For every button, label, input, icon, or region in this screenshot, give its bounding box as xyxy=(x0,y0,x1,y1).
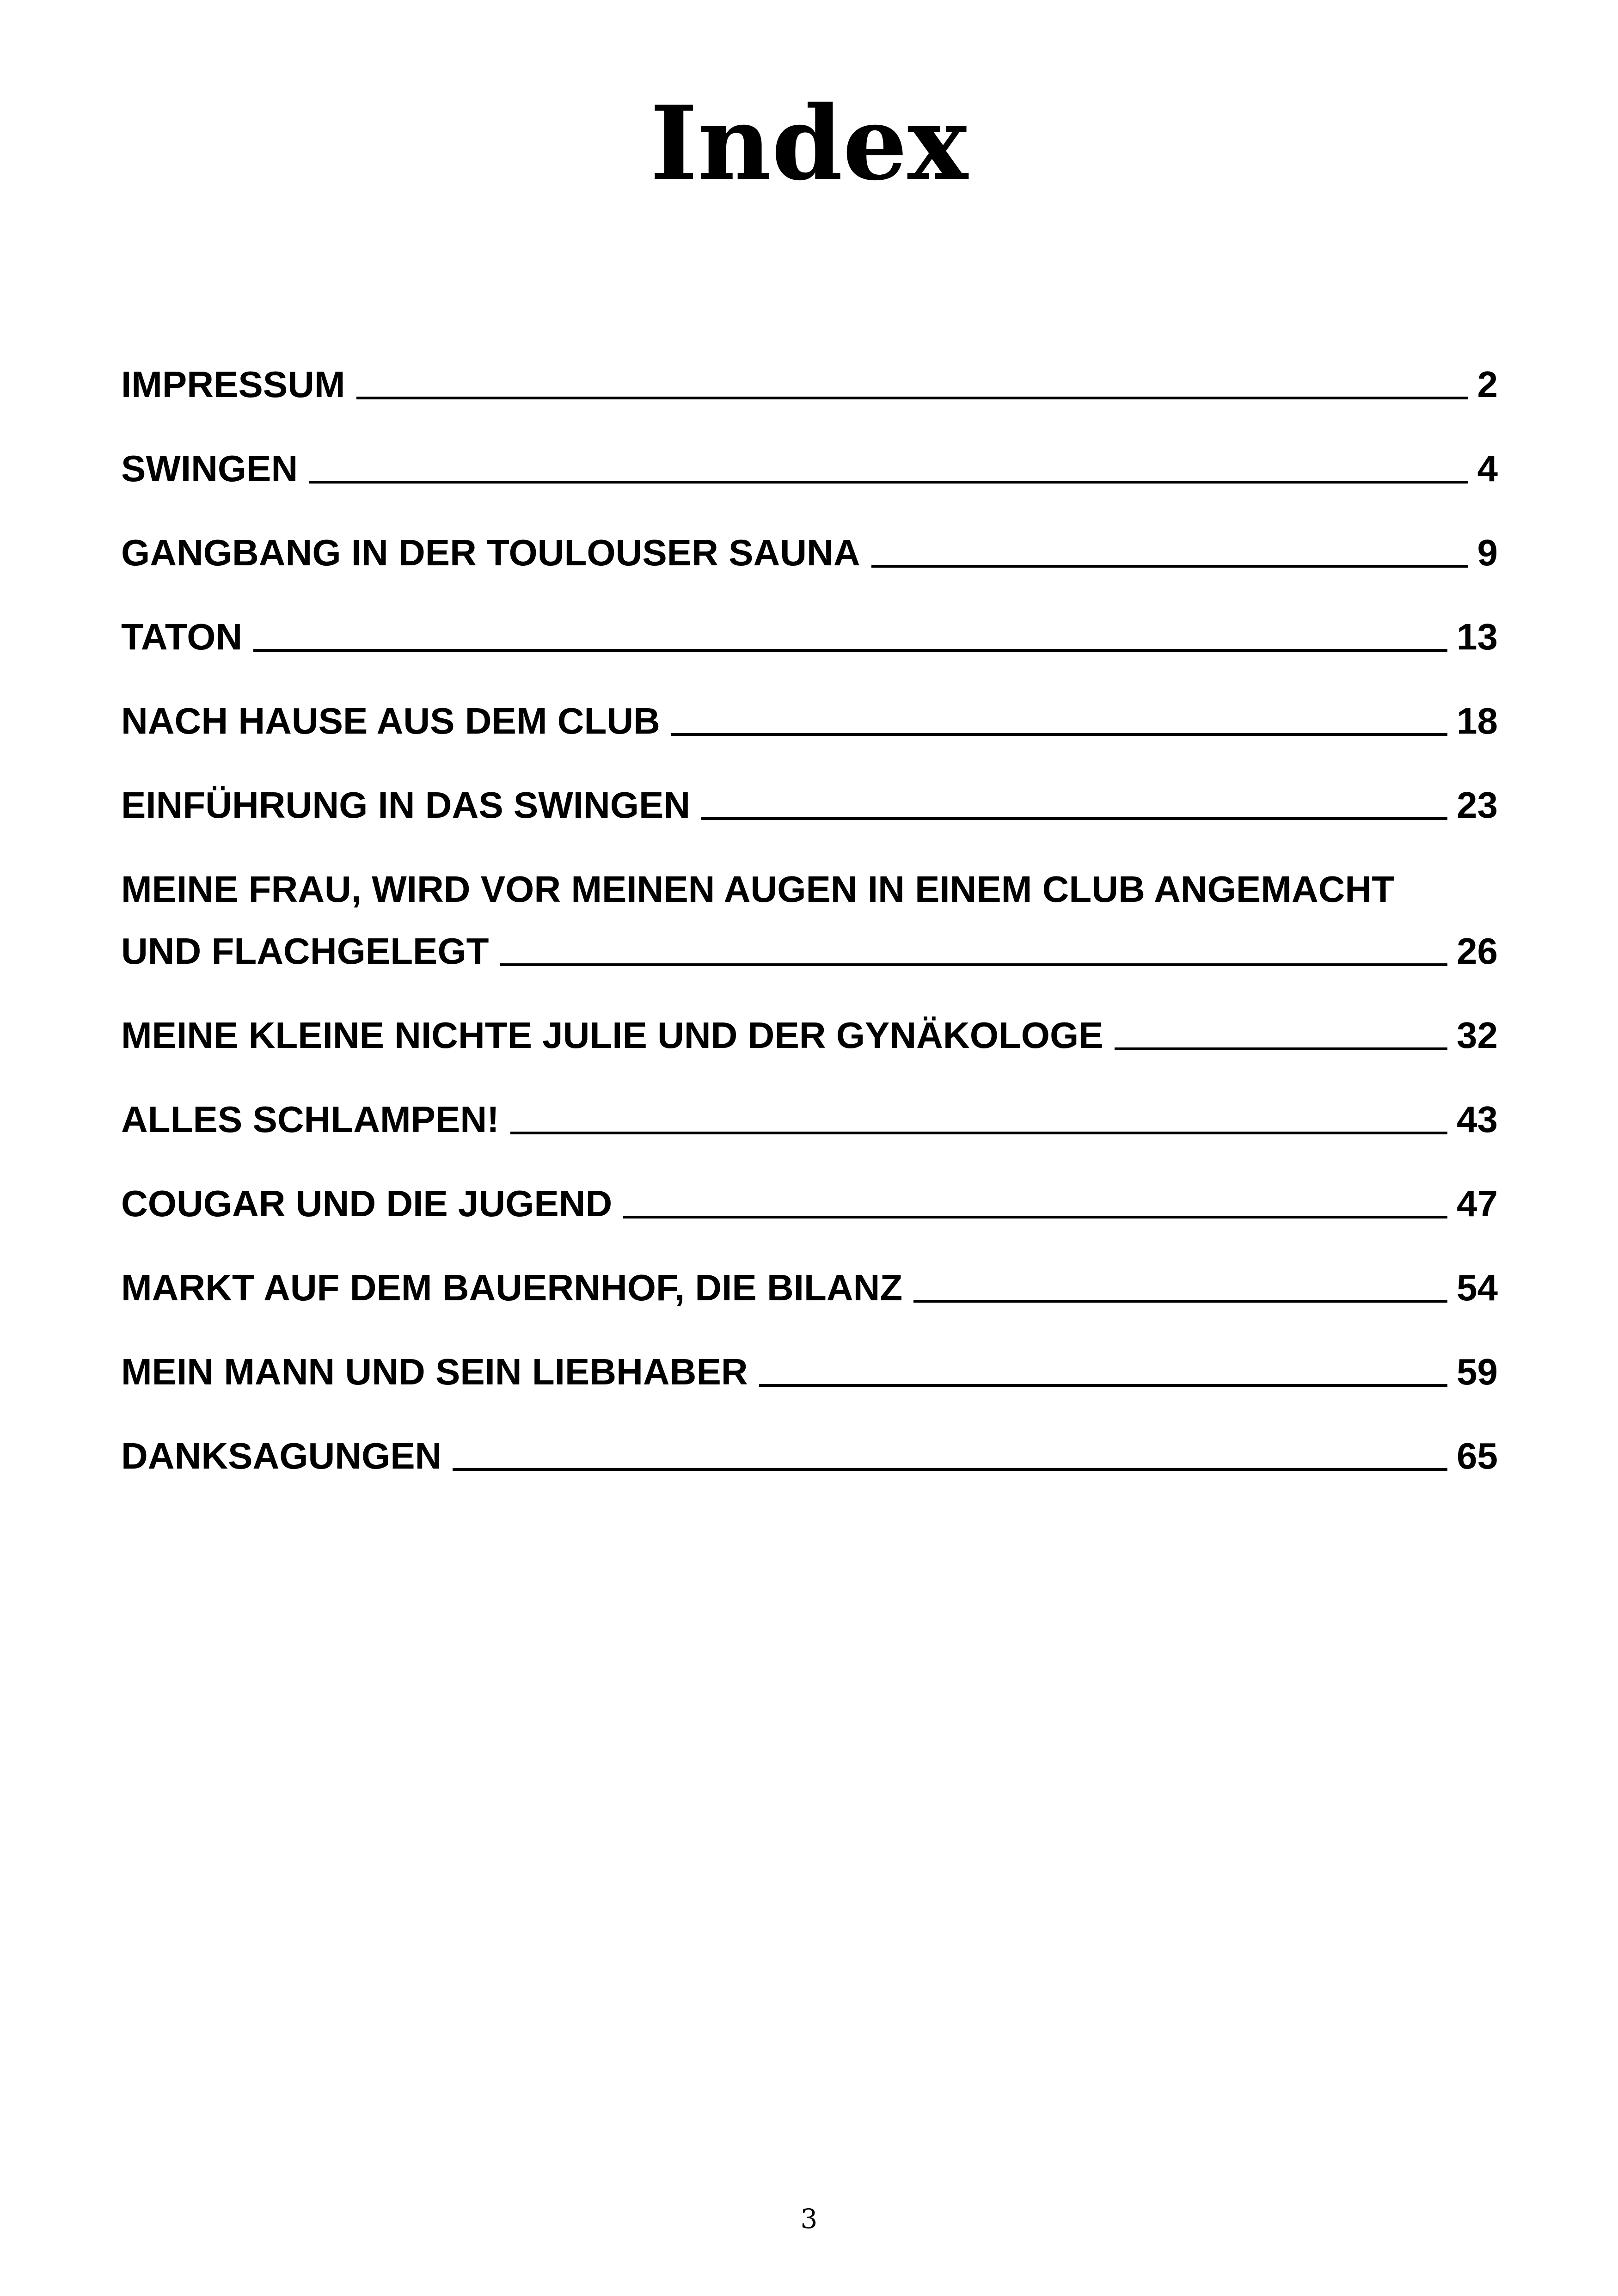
toc-leader-line xyxy=(623,1216,1447,1218)
toc-entry-label: COUGAR UND DIE JUGEND xyxy=(121,1183,613,1224)
toc-entry-label: DANKSAGUNGEN xyxy=(121,1435,442,1476)
toc-entry-label-line2: UND FLACHGELEGT xyxy=(121,931,489,972)
page-title: Index xyxy=(650,83,968,203)
table-of-contents xyxy=(121,324,1498,1479)
toc-leader-line xyxy=(871,565,1468,568)
toc-entry-danksagungen[interactable] xyxy=(121,1395,1498,1479)
toc-entry-page: 47 xyxy=(1457,1183,1498,1224)
toc-entry-alles-schlampen[interactable] xyxy=(121,1059,1498,1143)
toc-entry-cougar[interactable] xyxy=(121,1143,1498,1227)
toc-leader-line xyxy=(510,1132,1447,1134)
toc-entry-label: MARKT AUF DEM BAUERNHOF, DIE BILANZ xyxy=(121,1267,903,1308)
toc-leader-line xyxy=(759,1384,1447,1387)
toc-leader-line xyxy=(913,1300,1447,1303)
page-number: 3 xyxy=(800,2203,818,2235)
toc-entry-mein-mann[interactable] xyxy=(121,1311,1498,1395)
toc-entry-page: 43 xyxy=(1457,1099,1498,1140)
toc-leader-line xyxy=(309,481,1468,484)
toc-leader-line xyxy=(701,817,1447,820)
toc-entry-swingen[interactable] xyxy=(121,408,1498,492)
toc-entry-taton[interactable] xyxy=(121,576,1498,660)
toc-leader-line xyxy=(453,1468,1447,1471)
toc-entry-page: 26 xyxy=(1457,931,1498,972)
toc-entry-page: 9 xyxy=(1477,532,1498,573)
toc-entry-label: GANGBANG IN DER TOULOUSER SAUNA xyxy=(121,532,860,573)
toc-leader-line xyxy=(671,733,1447,736)
toc-entry-label: MEIN MANN UND SEIN LIEBHABER xyxy=(121,1351,748,1392)
toc-entry-page: 2 xyxy=(1477,364,1498,405)
toc-entry-page: 4 xyxy=(1477,448,1498,489)
toc-entry-einfuehrung[interactable] xyxy=(121,744,1498,828)
toc-entry-page: 23 xyxy=(1457,784,1498,826)
toc-entry-label: MEINE KLEINE NICHTE JULIE UND DER GYNÄKOLOGE xyxy=(121,1015,1103,1056)
toc-entry-label: ALLES SCHLAMPEN! xyxy=(121,1099,499,1140)
toc-leader-line xyxy=(253,649,1447,652)
toc-leader-line xyxy=(500,963,1448,966)
toc-entry-page: 18 xyxy=(1457,700,1498,741)
toc-entry-label: EINFÜHRUNG IN DAS SWINGEN xyxy=(121,784,691,826)
toc-entry-page: 59 xyxy=(1457,1351,1498,1392)
toc-entry-impressum[interactable] xyxy=(121,324,1498,408)
toc-entry-page: 32 xyxy=(1457,1015,1498,1056)
toc-entry-label: NACH HAUSE AUS DEM CLUB xyxy=(121,700,660,741)
toc-leader-line xyxy=(1115,1047,1447,1050)
toc-entry-label-line1: MEINE FRAU, WIRD VOR MEINEN AUGEN IN EINEM CLUB ANGEMACHT xyxy=(121,869,1395,910)
toc-entry-gangbang[interactable] xyxy=(121,492,1498,576)
toc-entry-label: SWINGEN xyxy=(121,448,298,489)
toc-entry-label: TATON xyxy=(121,616,243,657)
toc-entry-page: 13 xyxy=(1457,616,1498,657)
toc-entry-markt[interactable] xyxy=(121,1227,1498,1311)
toc-entry-page: 65 xyxy=(1457,1435,1498,1476)
toc-entry-nichte-julie[interactable] xyxy=(121,974,1498,1059)
toc-entry-label: IMPRESSUM xyxy=(121,364,345,405)
toc-entry-page: 54 xyxy=(1457,1267,1498,1308)
toc-leader-line xyxy=(356,397,1468,399)
toc-entry-nach-hause[interactable] xyxy=(121,660,1498,744)
toc-entry-meine-frau[interactable] xyxy=(121,828,1498,974)
